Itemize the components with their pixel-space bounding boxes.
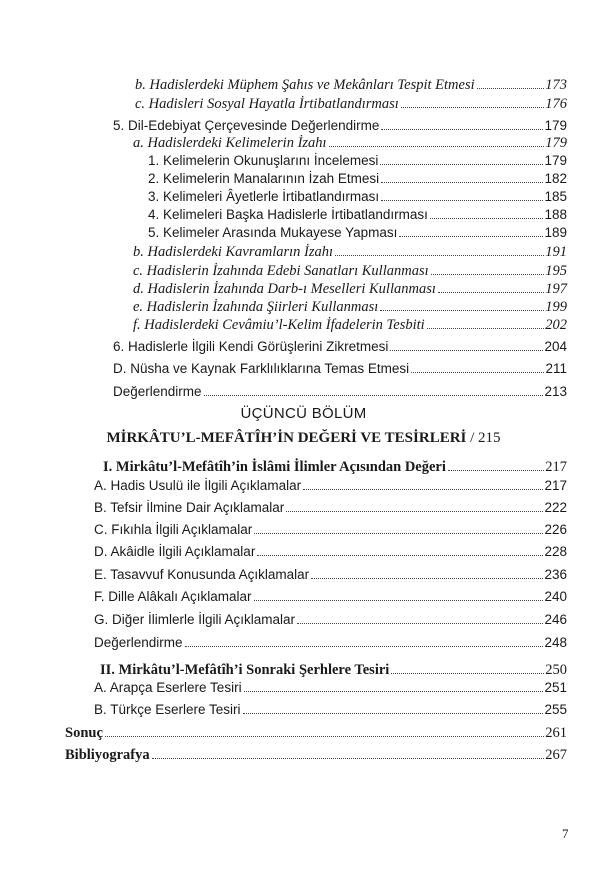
toc-entry-label: b. Hadislerdeki Müphem Şahıs ve Mekânları Tespit Etmesi xyxy=(135,77,475,93)
toc-entry-page: 261 xyxy=(545,725,567,741)
toc-entry-label: e. Hadislerin İzahında Şiirleri Kullanması xyxy=(133,299,379,315)
toc-entry xyxy=(94,543,567,561)
toc-entry xyxy=(133,243,567,261)
toc-entry xyxy=(113,360,567,378)
toc-entry xyxy=(113,383,567,401)
toc-entry xyxy=(148,224,567,242)
leader-dots xyxy=(380,164,543,165)
toc-entry-page: 240 xyxy=(544,589,567,604)
toc-entry xyxy=(148,170,567,188)
leader-dots xyxy=(448,470,544,471)
toc-entry-label: 5. Kelimeler Arasında Mukayese Yapması xyxy=(148,225,398,240)
toc-entry xyxy=(113,338,567,356)
toc-entry-label: Bibliyografya xyxy=(65,747,150,763)
leader-dots xyxy=(303,489,543,490)
leader-dots xyxy=(254,533,543,534)
toc-entry xyxy=(94,588,567,606)
leader-dots xyxy=(438,292,544,293)
toc-entry-page: 199 xyxy=(545,299,567,315)
toc-entry xyxy=(133,280,567,298)
leader-dots xyxy=(204,395,544,396)
toc-entry xyxy=(148,206,567,224)
leader-dots xyxy=(391,673,544,674)
leader-dots xyxy=(185,646,544,647)
toc-entry-page: 182 xyxy=(544,171,567,186)
toc-entry-page: 179 xyxy=(544,118,567,133)
part-heading: ÜÇÜNCÜ BÖLÜM xyxy=(240,405,367,422)
toc-entry-label: D. Nüsha ve Kaynak Farklılıklarına Temas Etmesi xyxy=(113,361,410,376)
leader-dots xyxy=(381,200,543,201)
toc-entry xyxy=(65,746,567,764)
leader-dots xyxy=(431,274,545,275)
leader-dots xyxy=(105,736,544,737)
toc-entry xyxy=(133,316,567,334)
toc-entry xyxy=(135,76,567,94)
toc-entry-page: 222 xyxy=(544,500,567,515)
leader-dots xyxy=(427,328,545,329)
toc-entry xyxy=(94,679,567,697)
leader-dots xyxy=(401,107,544,108)
toc-entry-page: 217 xyxy=(545,459,567,475)
toc-entry xyxy=(94,477,567,495)
toc-entry-page: 246 xyxy=(544,612,567,627)
toc-entry-label: 4. Kelimeleri Başka Hadislerle İrtibatlandırması xyxy=(148,207,428,222)
toc-entry-page: 213 xyxy=(544,384,567,399)
toc-entry-label: b. Hadislerdeki Kavramların İzahı xyxy=(133,244,334,260)
toc-entry-page: 251 xyxy=(544,680,567,695)
leader-dots xyxy=(297,623,543,624)
toc-entry-label: B. Tefsir İlmine Dair Açıklamalar xyxy=(94,500,285,515)
toc-entry-label: Sonuç xyxy=(65,725,103,741)
toc-entry-page: 195 xyxy=(545,263,567,279)
leader-dots xyxy=(477,88,545,89)
toc-entry-label: II. Mirkâtu’l-Mefâtîh’i Sonraki Şerhlere Tesiri xyxy=(100,662,390,678)
toc-entry xyxy=(94,499,567,517)
leader-dots xyxy=(152,758,545,759)
part-title xyxy=(0,430,607,447)
leader-dots xyxy=(381,129,543,130)
toc-entry xyxy=(135,95,567,113)
toc-entry-label: I. Mirkâtu’l-Mefâtîh’in İslâmi İlimler Açısından Değeri xyxy=(103,459,446,475)
toc-entry xyxy=(94,611,567,629)
toc-entry-label: d. Hadislerin İzahında Darb-ı Meselleri Kullanması xyxy=(133,281,436,297)
leader-dots xyxy=(381,182,543,183)
toc-entry xyxy=(100,661,567,679)
leader-dots xyxy=(399,236,543,237)
toc-entry-label: A. Arapça Eserlere Tesiri xyxy=(94,680,242,695)
toc-entry-page: 188 xyxy=(544,207,567,222)
toc-entry-page: 185 xyxy=(544,189,567,204)
toc-entry xyxy=(113,117,567,135)
toc-entry-page: 228 xyxy=(544,544,567,559)
toc-entry-label: 5. Dil-Edebiyat Çerçevesinde Değerlendirme xyxy=(113,118,380,133)
toc-entry-label: B. Türkçe Eserlere Tesiri xyxy=(94,702,241,717)
toc-entry xyxy=(148,188,567,206)
toc-entry-page: 226 xyxy=(544,522,567,537)
toc-entry-label: 6. Hadislerle İlgili Kendi Görüşlerini Zikretmesi xyxy=(113,339,389,354)
toc-entry-page: 202 xyxy=(545,317,567,333)
toc-entry xyxy=(133,262,567,280)
toc-entry-label: D. Akâidle İlgili Açıklamalar xyxy=(94,544,256,559)
toc-entry-label: a. Hadislerdeki Kelimelerin İzahı xyxy=(133,135,327,151)
toc-entry-page: 267 xyxy=(545,747,567,763)
toc-entry-page: 179 xyxy=(545,135,567,151)
toc-entry xyxy=(148,152,567,170)
part-title-text: MİRKÂTU’L-MEFÂTÎH’İN DEĞERİ VE TESİRLERİ xyxy=(106,430,467,446)
leader-dots xyxy=(380,310,544,311)
leader-dots xyxy=(257,555,543,556)
toc-entry-label: F. Dille Alâkalı Açıklamalar xyxy=(94,589,252,604)
toc-entry-page: 197 xyxy=(545,281,567,297)
toc-entry-page: 255 xyxy=(544,702,567,717)
toc-entry-page: 179 xyxy=(544,153,567,168)
toc-entry-label: c. Hadisleri Sosyal Hayatla İrtibatlandırması xyxy=(135,96,399,112)
toc-entry-page: 211 xyxy=(545,361,567,376)
toc-entry xyxy=(133,134,567,152)
toc-entry-label: C. Fıkıhla İlgili Açıklamalar xyxy=(94,522,253,537)
toc-entry xyxy=(94,521,567,539)
leader-dots xyxy=(430,218,544,219)
leader-dots xyxy=(411,372,544,373)
toc-entry-page: 173 xyxy=(545,77,567,93)
toc-entry-label: 3. Kelimeleri Âyetlerle İrtibatlandırması xyxy=(148,189,380,204)
toc-entry-page: 236 xyxy=(544,567,567,582)
toc-entry-label: G. Diğer İlimlerle İlgili Açıklamalar xyxy=(94,612,296,627)
toc-entry-label: Değerlendirme xyxy=(94,635,183,650)
toc-entry xyxy=(65,724,567,742)
toc-entry-label: E. Tasavvuf Konusunda Açıklamalar xyxy=(94,567,310,582)
toc-entry-label: c. Hadislerin İzahında Edebi Sanatları Kullanması xyxy=(133,263,429,279)
leader-dots xyxy=(335,255,544,256)
toc-entry-label: 2. Kelimelerin Manalarının İzah Etmesi xyxy=(148,171,380,186)
page-number: 7 xyxy=(562,826,569,841)
leader-dots xyxy=(390,350,543,351)
toc-entry-label: Değerlendirme xyxy=(113,384,202,399)
leader-dots xyxy=(243,713,544,714)
leader-dots xyxy=(254,600,544,601)
leader-dots xyxy=(244,691,544,692)
toc-entry-label: f. Hadislerdeki Cevâmiu’l-Kelim İfadelerin Tesbiti xyxy=(133,317,425,333)
leader-dots xyxy=(286,511,543,512)
toc-entry-label: 1. Kelimelerin Okunuşlarını İncelemesi xyxy=(148,153,379,168)
toc-entry-page: 248 xyxy=(544,635,567,650)
toc-entry xyxy=(133,298,567,316)
toc-entry xyxy=(94,701,567,719)
toc-entry-page: 176 xyxy=(545,96,567,112)
toc-entry xyxy=(94,634,567,652)
toc-entry-page: 217 xyxy=(544,478,567,493)
part-title-page: / 215 xyxy=(470,430,501,446)
leader-dots xyxy=(311,578,543,579)
toc-entry-page: 189 xyxy=(544,225,567,240)
leader-dots xyxy=(329,146,545,147)
toc-entry xyxy=(103,458,567,476)
toc-entry-label: A. Hadis Usulü ile İlgili Açıklamalar xyxy=(94,478,302,493)
toc-entry-page: 250 xyxy=(545,662,567,678)
toc-entry-page: 204 xyxy=(544,339,567,354)
toc-entry xyxy=(94,566,567,584)
toc-entry-page: 191 xyxy=(545,244,567,260)
